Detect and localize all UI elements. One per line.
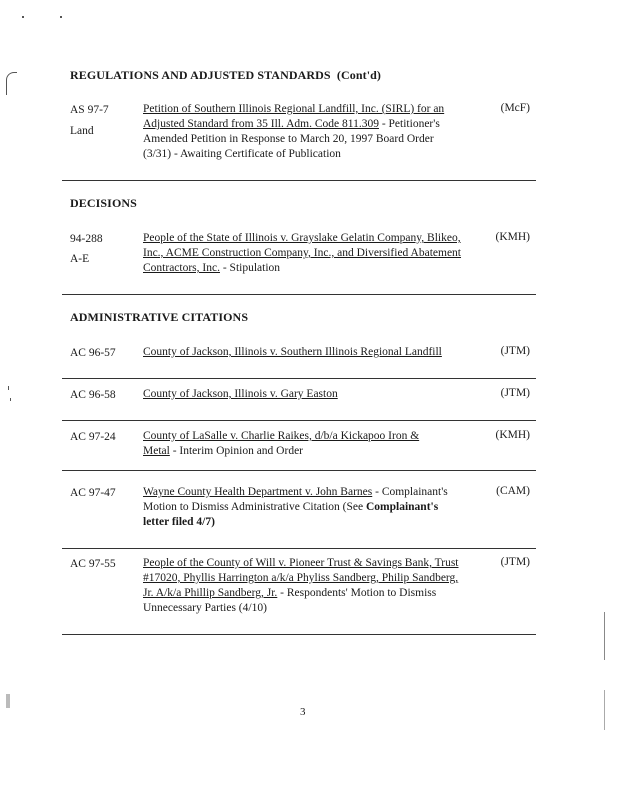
case-detail-bold: Complainant's letter filed 4/7) <box>143 501 439 528</box>
case-description <box>143 429 443 459</box>
case-description <box>143 485 458 530</box>
scan-edge <box>604 690 605 730</box>
docket-number: AS 97-7 <box>70 104 109 116</box>
scan-edge <box>604 612 605 660</box>
case-detail: - Complainant's Motion to Dismiss Administrative Citation (See <box>143 486 448 513</box>
docket-number: AC 97-24 <box>70 431 116 443</box>
hearing-officer-initials: (JTM) <box>500 556 530 568</box>
row-divider <box>62 420 536 421</box>
case-title: County of Jackson, Illinois v. Gary Easton <box>143 388 338 400</box>
case-title: People of the County of Will v. Pioneer Trust & Savings Bank, Trust #17020, Phyllis Harrington a/k/a Phyliss Sandberg, Philip Sandberg, Jr. A/k/a Phillip Sandberg, Jr. <box>143 557 459 599</box>
case-description <box>143 556 461 616</box>
case-title: County of LaSalle v. Charlie Raikes, d/b/a Kickapoo Iron & Metal <box>143 430 420 457</box>
scan-speck <box>8 386 9 390</box>
scan-speck <box>6 694 10 708</box>
hearing-officer-initials: (JTM) <box>500 387 530 399</box>
hearing-officer-initials: (JTM) <box>500 345 530 357</box>
docket-number: AC 96-57 <box>70 347 116 359</box>
case-title: People of the State of Illinois v. Grayslake Gelatin Company, Blikeo, Inc., ACME Construction Company, Inc., and Diversified Abatement Contractors, Inc. <box>143 232 462 274</box>
section-divider <box>62 634 536 635</box>
row-divider <box>62 470 536 471</box>
docket-number: AC 97-47 <box>70 487 116 499</box>
case-title: Petition of Southern Illinois Regional Landfill, Inc. (SIRL) for an Adjusted Standard from 35 Ill. Adm. Code 811.309 <box>143 103 445 130</box>
hearing-officer-initials: (CAM) <box>496 485 530 497</box>
case-title: County of Jackson, Illinois v. Southern Illinois Regional Landfill <box>143 346 442 358</box>
decisions-heading: DECISIONS <box>70 196 137 210</box>
docket-number: 94-288 <box>70 233 103 245</box>
case-detail: - Stipulation <box>219 262 281 274</box>
case-detail: - Petitioner's Amended Petition in Response to March 20, 1997 Board Order (3/31) - Awaiting Certificate of Publication <box>143 118 440 160</box>
case-type: A-E <box>70 253 90 265</box>
scan-speck <box>22 16 24 18</box>
case-type: Land <box>70 125 94 137</box>
case-description <box>143 387 461 402</box>
section-divider <box>62 294 536 295</box>
administrative-citations-heading: ADMINISTRATIVE CITATIONS <box>70 310 249 324</box>
scan-speck <box>60 16 62 18</box>
scan-speck <box>10 398 11 401</box>
row-divider <box>62 548 536 549</box>
case-detail: - Respondents' Motion to Dismiss Unnecessary Parties (4/10) <box>143 587 437 614</box>
regulations-heading: REGULATIONS AND ADJUSTED STANDARDS (Cont'd) <box>70 68 382 82</box>
case-description <box>143 231 461 276</box>
hearing-officer-initials: (KMH) <box>495 429 530 441</box>
scan-mark <box>6 72 17 95</box>
case-detail: - Interim Opinion and Order <box>169 445 303 457</box>
hearing-officer-initials: (McF) <box>500 102 530 114</box>
page-number: 3 <box>300 706 306 718</box>
docket-number: AC 96-58 <box>70 389 116 401</box>
row-divider <box>62 378 536 379</box>
docket-number: AC 97-55 <box>70 558 116 570</box>
hearing-officer-initials: (KMH) <box>495 231 530 243</box>
section-divider <box>62 180 536 181</box>
case-title: Wayne County Health Department v. John Barnes <box>143 486 373 498</box>
case-description <box>143 102 461 162</box>
case-description <box>143 345 473 360</box>
